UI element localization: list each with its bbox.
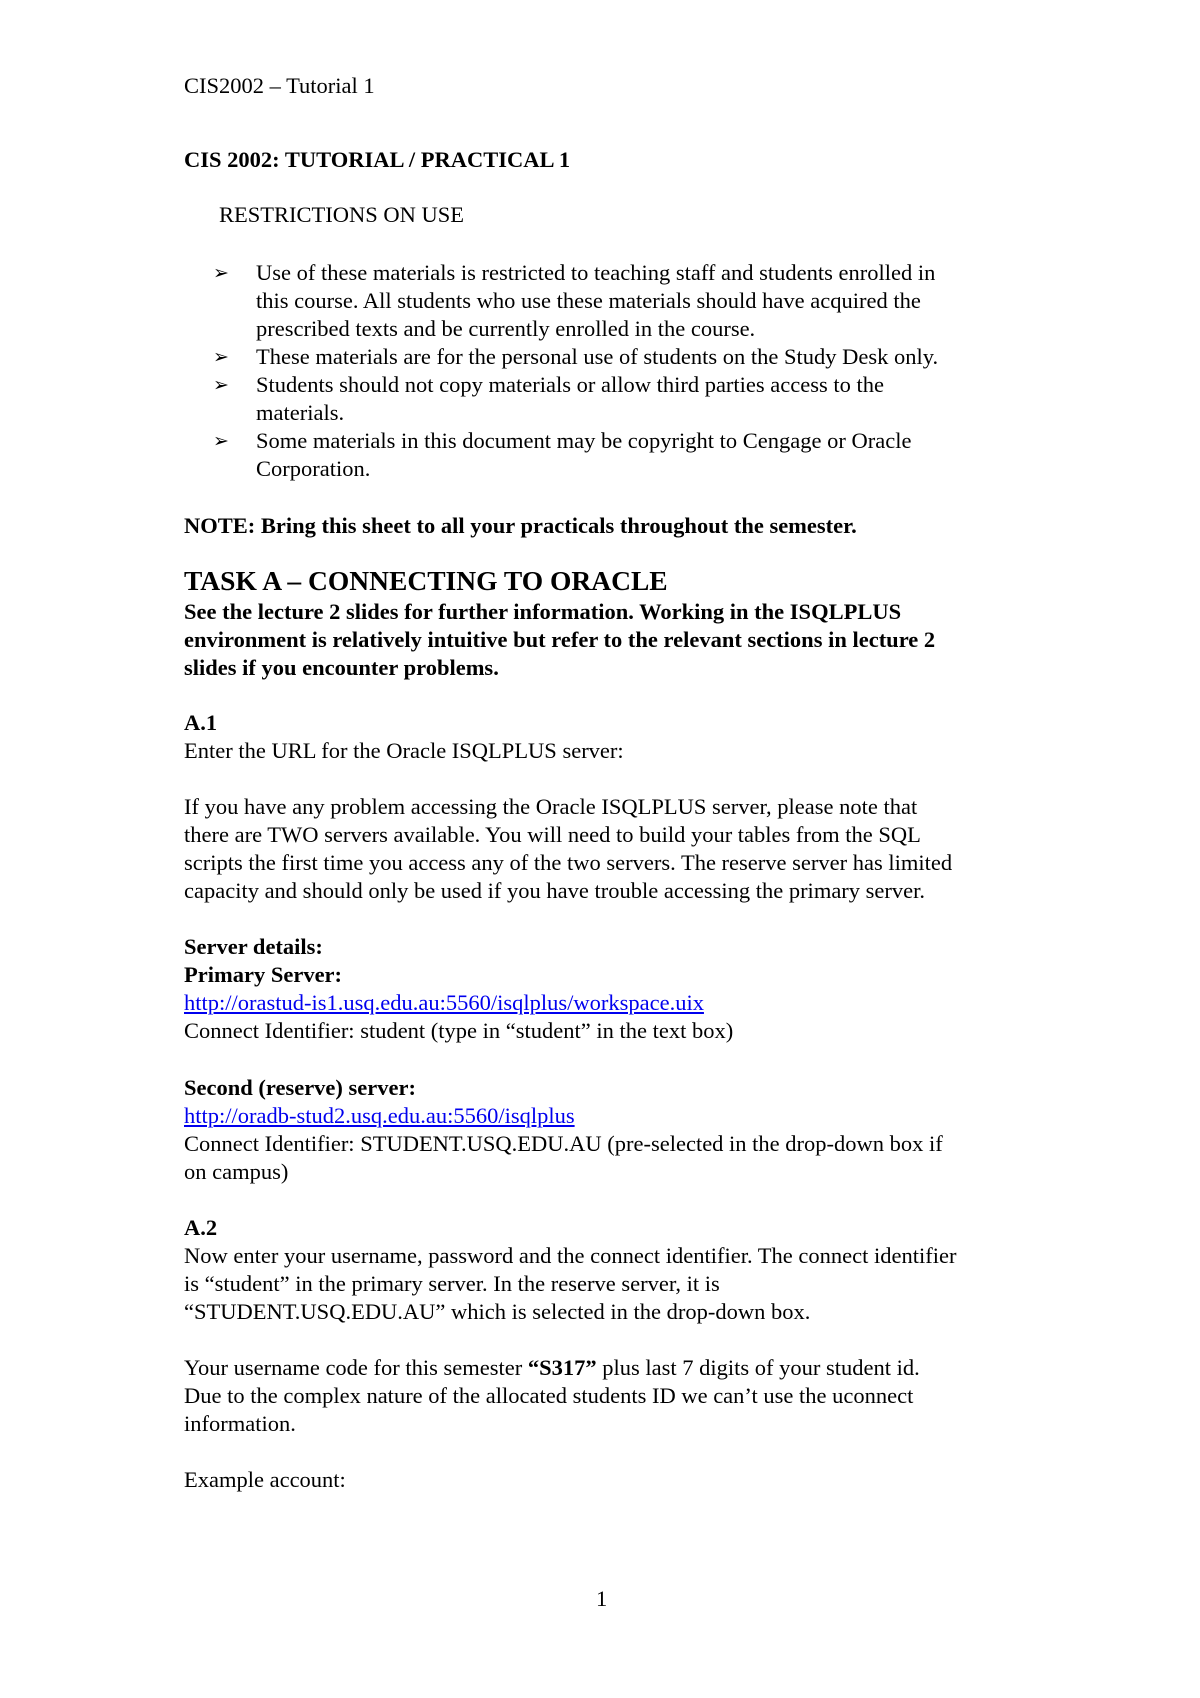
paragraph-line: “STUDENT.USQ.EDU.AU” which is selected in the drop-down box. [184, 1299, 811, 1324]
primary-connect-identifier: Connect Identifier: student (type in “student” in the text box) [184, 1018, 734, 1043]
arrow-bullet-icon: ➢ [213, 430, 229, 452]
primary-server-label: Primary Server: [184, 962, 343, 987]
example-account-label: Example account: [184, 1467, 346, 1492]
task-a-intro-line: See the lecture 2 slides for further information. Working in the ISQLPLUS [184, 599, 902, 624]
paragraph-line: Due to the complex nature of the allocated students ID we can’t use the uconnect [184, 1383, 914, 1408]
reserve-server-details [184, 1074, 1044, 1186]
paragraph-line: there are TWO servers available. You will need to build your tables from the SQL [184, 822, 921, 847]
restriction-line: this course. All students who use these materials should have acquired the [256, 288, 921, 313]
a1-label: A.1 [184, 710, 218, 735]
restrictions-heading: RESTRICTIONS ON USE [219, 202, 465, 227]
task-a-heading: TASK A – CONNECTING TO ORACLE [184, 565, 668, 596]
arrow-bullet-icon: ➢ [213, 374, 229, 396]
document-title: CIS 2002: TUTORIAL / PRACTICAL 1 [184, 147, 571, 172]
paragraph-line: Now enter your username, password and the connect identifier. The connect identifier [184, 1243, 957, 1268]
second-connect-identifier: on campus) [184, 1159, 289, 1184]
restriction-item [213, 259, 1013, 343]
page-header: CIS2002 – Tutorial 1 [184, 73, 375, 98]
paragraph-line: capacity and should only be used if you have trouble accessing the primary server. [184, 878, 926, 903]
paragraph-line: scripts the first time you access any of the two servers. The reserve server has limited [184, 850, 953, 875]
restriction-line: prescribed texts and be currently enrolled in the course. [256, 316, 756, 341]
a1-server-paragraph [184, 793, 1044, 905]
section-a1 [184, 709, 1044, 765]
restriction-line: Use of these materials is restricted to teaching staff and students enrolled in [256, 260, 936, 285]
second-server-label: Second (reserve) server: [184, 1075, 416, 1100]
restriction-line: materials. [256, 400, 345, 425]
restriction-line: Corporation. [256, 456, 371, 481]
server-details-label: Server details: [184, 934, 323, 959]
practical-note: NOTE: Bring this sheet to all your practicals throughout the semester. [184, 513, 857, 538]
paragraph-line: information. [184, 1411, 296, 1436]
second-server-link[interactable]: http://oradb-stud2.usq.edu.au:5560/isqlplus [184, 1103, 575, 1128]
restriction-item [213, 343, 1013, 371]
a1-enter-url: Enter the URL for the Oracle ISQLPLUS server: [184, 738, 624, 763]
username-prefix: Your username code for this semester [184, 1355, 528, 1380]
paragraph-line: is “student” in the primary server. In the reserve server, it is [184, 1271, 720, 1296]
task-a-intro-line: environment is relatively intuitive but refer to the relevant sections in lecture 2 [184, 627, 936, 652]
task-a-intro [184, 598, 1044, 682]
second-connect-identifier: Connect Identifier: STUDENT.USQ.EDU.AU (pre-selected in the drop-down box if [184, 1131, 943, 1156]
arrow-bullet-icon: ➢ [213, 262, 229, 284]
server-details [184, 933, 1044, 1045]
restrictions-list [213, 259, 1013, 483]
restriction-item [213, 371, 1013, 427]
section-a2 [184, 1214, 1044, 1326]
restriction-item [213, 427, 1013, 483]
username-code: “S317” [527, 1355, 597, 1380]
username-paragraph [184, 1354, 1044, 1438]
a2-label: A.2 [184, 1215, 218, 1240]
restriction-line: Some materials in this document may be copyright to Cengage or Oracle [256, 428, 912, 453]
arrow-bullet-icon: ➢ [213, 346, 229, 368]
paragraph-line [184, 1354, 1044, 1382]
primary-server-link[interactable]: http://orastud-is1.usq.edu.au:5560/isqlplus/workspace.uix [184, 990, 704, 1015]
task-a-intro-line: slides if you encounter problems. [184, 655, 499, 680]
restriction-line: Students should not copy materials or allow third parties access to the [256, 372, 884, 397]
restriction-line: These materials are for the personal use of students on the Study Desk only. [256, 344, 939, 369]
username-suffix: plus last 7 digits of your student id. [596, 1355, 920, 1380]
page-number: 1 [596, 1586, 608, 1611]
paragraph-line: If you have any problem accessing the Oracle ISQLPLUS server, please note that [184, 794, 918, 819]
